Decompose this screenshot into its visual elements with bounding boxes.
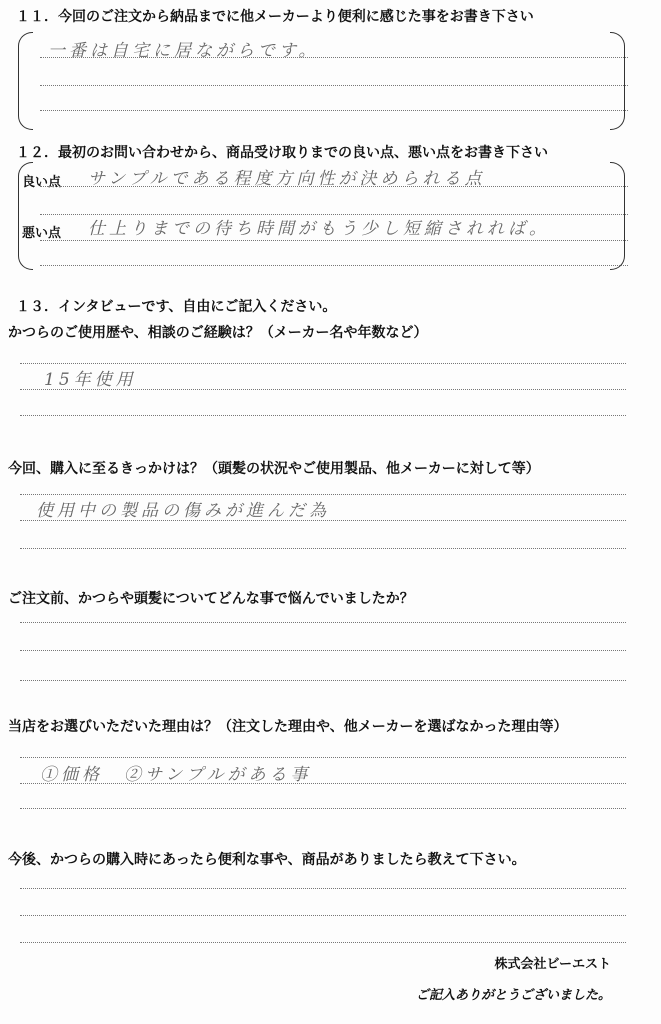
good-point-label: 良い点 bbox=[22, 175, 62, 190]
answer-line bbox=[40, 186, 628, 187]
interview-answer-2: 使用中の製品の傷みが進んだ為 bbox=[36, 501, 330, 521]
bracket-left bbox=[18, 32, 33, 130]
answer-line bbox=[40, 85, 628, 86]
bracket-right bbox=[610, 162, 625, 270]
answer-line bbox=[20, 622, 626, 623]
answer-line bbox=[40, 265, 628, 266]
answer-line bbox=[40, 240, 628, 241]
answer-line bbox=[20, 363, 626, 364]
answer-line bbox=[20, 520, 626, 521]
answer-line bbox=[20, 415, 626, 416]
interview-answer-4: ①価格 ②サンプルがある事 bbox=[40, 765, 312, 785]
bad-point-answer: 仕上りまでの待ち時間がもう少し短縮されれば。 bbox=[88, 219, 550, 239]
answer-line bbox=[20, 942, 626, 943]
interview-question-5: 今後、かつらの購入時にあったら便利な事や、商品がありましたら教えて下さい。 bbox=[8, 852, 526, 868]
bracket-right bbox=[610, 32, 625, 130]
answer-line bbox=[40, 110, 628, 111]
answer-line bbox=[20, 650, 626, 651]
bad-point-label: 悪い点 bbox=[22, 226, 62, 241]
q11-answer: 一番は自宅に居ながらです。 bbox=[48, 41, 320, 61]
company-name: 株式会社ビーエスト bbox=[494, 957, 611, 972]
answer-line bbox=[20, 389, 626, 390]
interview-answer-1: 15年使用 bbox=[44, 370, 137, 390]
answer-line bbox=[20, 494, 626, 495]
answer-line bbox=[20, 783, 626, 784]
answer-line bbox=[20, 915, 626, 916]
interview-question-4: 当店をお選びいただいた理由は？（注文した理由や、他メーカーを選ばなかった理由等） bbox=[8, 719, 568, 735]
answer-line bbox=[20, 757, 626, 758]
good-point-answer: サンプルである程度方向性が決められる点 bbox=[88, 169, 486, 189]
answer-line bbox=[40, 57, 628, 58]
answer-line bbox=[20, 680, 626, 681]
answer-line bbox=[20, 548, 626, 549]
interview-question-1: かつらのご使用歴や、相談のご経験は？（メーカー名や年数など） bbox=[8, 325, 428, 341]
q11-title: １１．今回のご注文から納品までに他メーカーより便利に感じた事をお書き下さい bbox=[16, 9, 534, 25]
answer-line bbox=[20, 888, 626, 889]
thanks-message: ご記入ありがとうございました。 bbox=[415, 988, 611, 1003]
answer-line bbox=[20, 808, 626, 809]
interview-question-2: 今回、購入に至るきっかけは？（頭髪の状況やご使用製品、他メーカーに対して等） bbox=[8, 461, 540, 477]
interview-question-3: ご注文前、かつらや頭髪についてどんな事で悩んでいましたか？ bbox=[8, 591, 414, 607]
q12-title: １２．最初のお問い合わせから、商品受け取りまでの良い点、悪い点をお書き下さい bbox=[16, 145, 548, 161]
q13-title: １３．インタビューです、自由にご記入ください。 bbox=[16, 299, 337, 315]
